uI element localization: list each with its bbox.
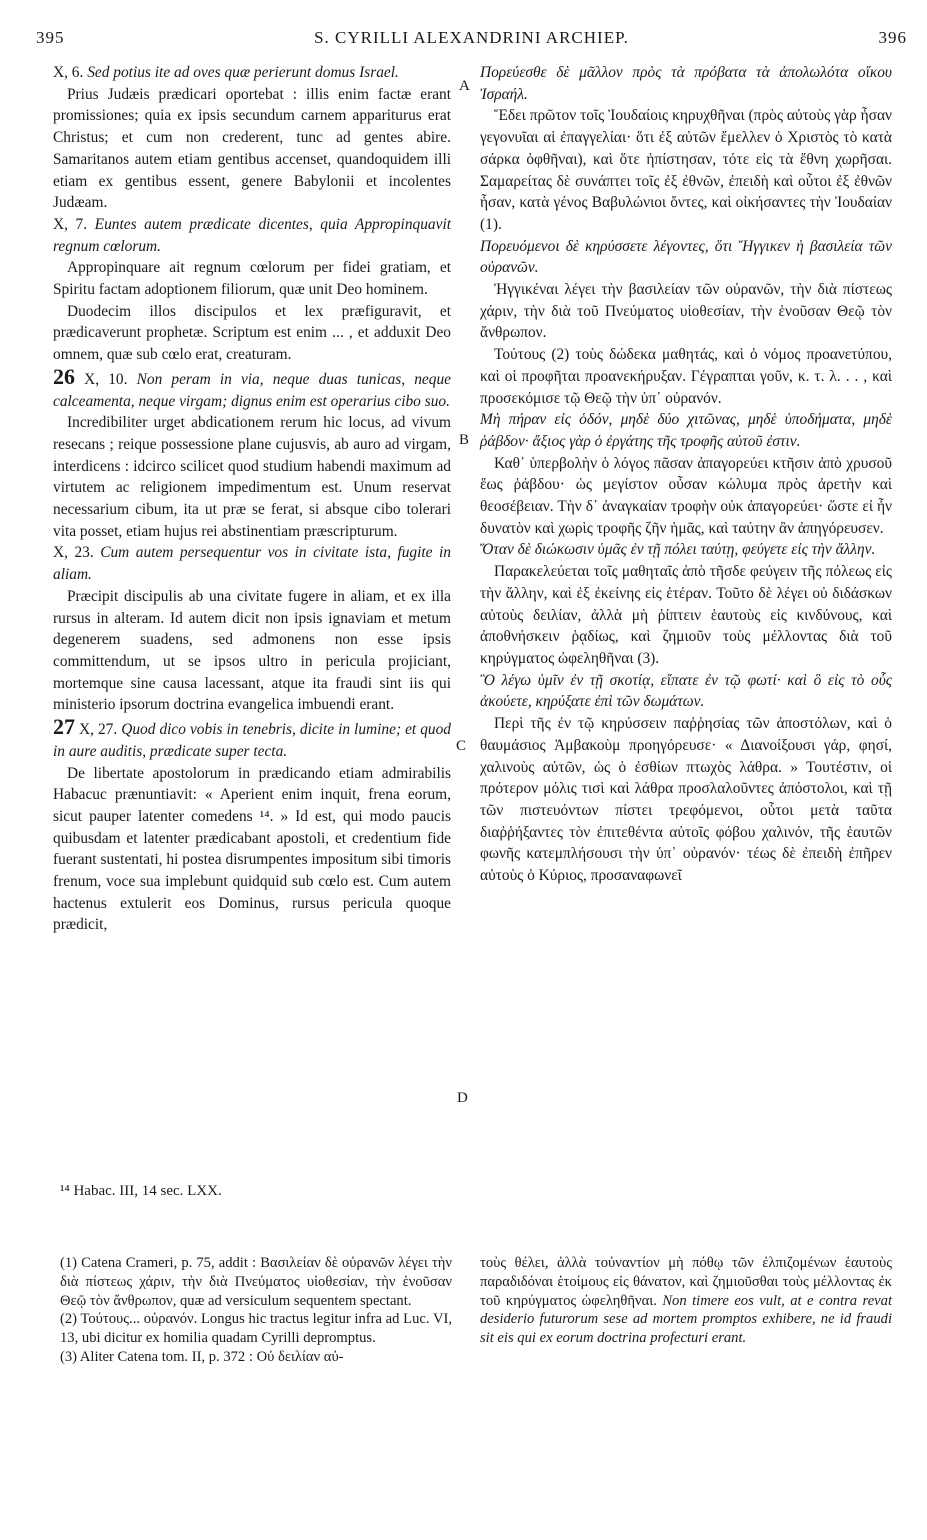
lemma xyxy=(53,214,451,257)
footnote-latin: Non timere eos vult, at e contra revat desiderio futurorum sese ad mortem promptos exhibere, ne id fraudi sit eis qui ex eorum doctrina profecturi erant. xyxy=(480,1292,893,1347)
greek-column xyxy=(480,62,892,887)
commentary-paragraph: Ἠγγικέναι λέγει τὴν βασιλείαν τῶν οὐρανῶν, τὴν διὰ πίστεως χάριν, τὴν διὰ τοῦ Πνεύματος υἱοθεσίαν, τὴν ἑνοῦσαν Θεῷ τὸν ἄνθρωπον. xyxy=(480,281,892,342)
commentary-paragraph: Παρακελεύεται τοῖς μαθηταῖς ἀπὸ τῆσδε φεύγειν τῆς πόλεως εἰς τὴν ἄλλην, καὶ ἐξ ἐκείνης εἰς ἑτέραν. Τοῦτο δὲ λέγει οὐ διδάσκων αὐτοὺς δειλίαν, ἀλλὰ μὴ ῥίπτειν ἑαυτοὺς εἰς κινδύνους, καὶ ἀποθνήσκειν ῥᾳδίως, καὶ ζημιοῦν τοὺς μέλλοντας διὰ τοῦ κηρύγματος ὠφεληθῆναι (3). xyxy=(480,563,892,667)
footnotes-left xyxy=(60,1254,452,1367)
lemma xyxy=(53,363,451,412)
commentary-paragraph: Καθ᾽ ὑπερβολὴν ὁ λόγος πᾶσαν ἀπαγορεύει κτῆσιν ἀπὸ χρυσοῦ ἕως ῥάβδου· ὡς μεγίστον οὖσαν κώλυμα πρὸς ἀρετὴν καὶ θεοσέβειαν. Τὴν δ᾽ ἀναγκαίαν τροφὴν οὐκ ἀπαγορεύει· ὥστε εἰ ἦν δυνατὸν καὶ χωρὶς τροφῆς ζῆν ἡμᾶς, καὶ ταύτην ἂν ἀπηγόρευσεν. xyxy=(480,454,892,537)
page-number-left: 395 xyxy=(36,28,65,47)
lemma: Ὃ λέγω ὑμῖν ἐν τῇ σκοτίᾳ, εἴπατε ἐν τῷ φωτί· καὶ ὃ εἰς τὸ οὖς ἀκούετε, κηρύξατε ἐπὶ τῶν δωμάτων. xyxy=(480,671,892,711)
running-title: S. CYRILLI ALEXANDRINI ARCHIEP. xyxy=(314,28,629,47)
lemma: Μὴ πήραν εἰς ὁδόν, μηδὲ δύο χιτῶνας, μηδὲ ὑποδήματα, μηδὲ ῥάβδον· ἄξιος γὰρ ὁ ἐργάτης τῆς τροφῆς αὐτοῦ ἐστιν. xyxy=(480,411,892,450)
margin-marker-a: A xyxy=(459,78,470,94)
lemma-text: Euntes autem prædicate dicentes, quia Appropinquavit regnum cœlorum. xyxy=(53,215,451,255)
commentary-paragraph: Præcipit discipulis ab una civitate fugere in aliam, et ex illa rursus in alteram. Id autem dicit non ipsis ignaviam et metum degenerem suadens, sed admonens non esse ipsis committendum, ut se ipsos ultro in pericula projiciant, mortemque sine causa lacessant, atque ita fraudi sint iis qui ministerio ipsorum doctrina evangelica imbuendi erant. xyxy=(53,587,451,714)
page-number-right: 396 xyxy=(878,28,907,47)
footnotes-right xyxy=(480,1254,892,1348)
commentary-paragraph: Ἔδει πρῶτον τοῖς Ἰουδαίοις κηρυχθῆναι (πρὸς αὐτοὺς γὰρ ἦσαν γεγονυῖαι αἱ ἐπαγγελίαι· ὅτι ἐξ αὐτῶν ἔμελλεν ὁ Χριστὸς τὸ κατὰ σάρκα ὀφθῆναι), καὶ ὅτε ἠπίστησαν, τότε εἰς τὰ ἔθνη χωρῆσαι. Σαμαρείτας δὲ συνάπτει τοῖς ἐξ ἐθνῶν, ἐπειδὴ καὶ οὗτοι ἐξ ἐθνῶν ἦσαν, κατὰ γένος Βαβυλώνιοι ὄντες, καὶ οἰκήσαντες τὴν Ἰουδαίαν (1). xyxy=(480,107,892,233)
lemma-text: Sed potius ite ad oves quæ perierunt domus Israel. xyxy=(87,64,399,81)
lemma xyxy=(53,62,451,84)
commentary-paragraph: Incredibiliter urget abdicationem rerum hic locus, ad vivum resecans ; reique possessione plane cujusvis, ab auro ad virgam, interdicens : idcirco scilicet quod studium habendi maximum ad virtutem ac religionem impedimentum est. Unum reservat necessarium cibum, ita ut præ se ferat, si absque cibo tolerari vita posset, etiam hujus rei abstinentiam præscripturum. xyxy=(53,414,451,540)
footnote-greek: τοὺς θέλει, ἀλλὰ τοὐναντίον μὴ πόθῳ τῶν ἐλπιζομένων ἑαυτοὺς παραδιδόναι ἑτοίμους εἰς θάνατον, καὶ ζημιοῦσθαι τοὺς μέλλοντας ἐκ τοῦ κηρύγματος ὠφεληθῆναι. xyxy=(480,1255,892,1309)
verse-ref: X, 23. xyxy=(53,544,94,562)
verse-ref: X, 10. xyxy=(84,370,128,388)
commentary-paragraph: Περὶ τῆς ἐν τῷ κηρύσσειν παῤῥησίας τῶν ἀποστόλων, καὶ ὁ θαυμάσιος Ἀμβακοὺμ προηγόρευσε· « Διανοίξουσι γάρ, φησί, χαλινοὺς αὐτῶν, ὡς ὁ ἐσθίων πτωχὸς λάθρα. » Τουτέστιν, οἱ πρότερον μόλις τισὶ καὶ λάθρα προσλαλοῦντες ἀπόστολοι, καὶ τῇ τῶν πιστευόντων πίστει τρεφόμενοι, οὗτοι μετὰ ταῦτα διαῤῥήξαντες τὸν ἐπιτεθέντα αὐτοῖς φόβου χαλινόν, τῆς ἑαυτῶν φωνῆς κατεμπλήσουσι τὴν ὑπ᾽ οὐρανόν· τέως δὲ ἐπειδὴ ἐπῆρεν αὐτοὺς ὁ Κύριος, προσαναφωνεῖ xyxy=(480,715,892,885)
margin-marker-b: B xyxy=(459,432,470,448)
verse-ref: X, 6. xyxy=(53,64,84,81)
margin-marker-c: C xyxy=(456,738,467,754)
lemma-text: Non peram in via, neque duas tunicas, neque calceamenta, neque virgam; dignus enim est operarius cibo suo. xyxy=(53,370,451,410)
commentary-paragraph: Prius Judæis prædicari oportebat : illis enim factæ erant promissiones; quia ex ipsis secundum carnem appariturus erat Christus; et cum non crederent, tunc ad gentes abire. Samaritanos autem etiam gentibus accenset, quandoquidem illi etiam ex gentibus essent, genere Babylonii et incolentes Judæam. xyxy=(53,85,451,212)
commentary-paragraph: De libertate apostolorum in prædicando etiam admirabilis Habacuc prænuntiavit: « Aperient enim inquit, frena eorum, sicut pauper latenter comedens ¹⁴. » Id est, qui modo paucis quibusdam et latenter prædicabant apostoli, et credentium fide fuerant sustentati, hi postea disrumpentes impositum sibi timoris frenum, voce sua implebunt quidquid sub cœlo est. Cum autem hactenus extulerit eos Dominus, rursus pericula quoque prædicit, xyxy=(53,764,451,934)
margin-marker-d: D xyxy=(457,1090,468,1106)
lemma-text: Quod dico vobis in tenebris, dicite in lumine; et quod in aure auditis, prædicate super tecta. xyxy=(53,721,451,760)
lemma xyxy=(53,542,451,585)
running-header xyxy=(36,28,907,56)
commentary-paragraph: Appropinquare ait regnum cœlorum per fidei gratiam, et Spiritu factam adoptionem filiorum, quæ unit Deo hominem. xyxy=(53,259,451,299)
lemma xyxy=(53,716,451,762)
lemma: Πορευόμενοι δὲ κηρύσσετε λέγοντες, ὅτι Ἤγγικεν ἡ βασιλεία τῶν οὐρανῶν. xyxy=(480,237,892,277)
verse-ref: X, 27. xyxy=(79,721,118,739)
verse-ref: X, 7. xyxy=(53,215,88,233)
footnote: (3) Aliter Catena tom. II, p. 372 : Οὐ δειλίαν αὐ- xyxy=(60,1348,344,1365)
section-number: 26 xyxy=(53,363,75,389)
scripture-footnote: ¹⁴ Habac. III, 14 sec. LXX. xyxy=(60,1183,222,1199)
lemma-text: Cum autem persequentur vos in civitate ista, fugite in aliam. xyxy=(53,544,451,584)
latin-column xyxy=(53,62,451,936)
lemma: Ὅταν δὲ διώκωσιν ὑμᾶς ἐν τῇ πόλει ταύτῃ, φεύγετε εἰς τὴν ἄλλην. xyxy=(480,541,876,559)
footnote: (2) Τούτους... οὐρανόν. Longus hic tractus legitur infra ad Luc. VI, 13, ubi dicitur ex homilia quadam Cyrilli depromptus. xyxy=(60,1311,452,1347)
footnote: (1) Catena Crameri, p. 75, addit : Βασιλείαν δὲ οὐρανῶν λέγει τὴν διὰ πίστεως χάριν, τὴν διὰ Πνεύματος υἱοθεσίαν, τὴν ἑνοῦσαν Θεῷ τὸν ἄνθρωπον, quæ ad versiculum sequentem spectant. xyxy=(60,1255,452,1309)
section-number: 27 xyxy=(53,714,75,740)
footnote-continuation xyxy=(480,1254,892,1348)
lemma: Πορεύεσθε δὲ μᾶλλον πρὸς τὰ πρόβατα τὰ ἀπολωλότα οἴκου Ἰσραήλ. xyxy=(480,64,892,103)
commentary-paragraph: Τούτους (2) τοὺς δώδεκα μαθητάς, καὶ ὁ νόμος προανετύπου, καὶ οἱ προφῆται προανεκήρυξαν. Γέγραπται γοῦν, κ. τ. λ. . . , καὶ προσεκόμισε τῷ Θεῷ τὴν ὑπ᾽ οὐρανόν. xyxy=(480,346,892,407)
commentary-paragraph: Duodecim illos discipulos et lex præfiguravit, et prædicaverunt prophetæ. Scriptum est enim ... , et adduxit Deo omnem, quæ sub cœlo erat, creaturam. xyxy=(53,302,451,364)
